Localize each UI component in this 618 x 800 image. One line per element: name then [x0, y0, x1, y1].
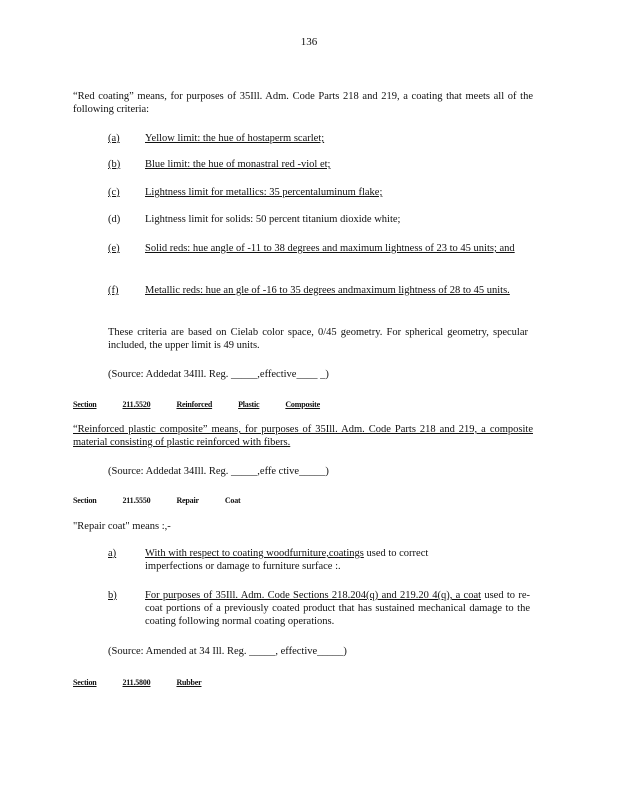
section-word: Section	[73, 400, 97, 409]
criterion-label: (b)	[108, 159, 121, 170]
section-number: 211.5520	[122, 400, 151, 409]
item-text-underlined: For purposes of 35Ill. Adm. Code Sections 218.204(q) and 219.20 4(q), a coat	[145, 590, 482, 601]
item-text-underlined: With with respect to coating woodfurniture,coatings	[145, 548, 364, 559]
section-number: 211.5800	[122, 678, 151, 687]
repair-coat-intro: "Repair coat" means :,-	[73, 521, 171, 532]
criterion-label: (f)	[108, 285, 119, 296]
section-title-word: Plastic	[238, 400, 260, 409]
criterion-label: (d)	[108, 214, 121, 225]
criterion-text: Blue limit: the hue of monastral red -viol et;	[145, 159, 331, 170]
section-title-word: Composite	[285, 400, 321, 409]
criterion-text: Lightness limit for metallics: 35 percentaluminum flake;	[145, 187, 383, 198]
section-word: Section	[73, 678, 97, 687]
item-label: a)	[108, 548, 117, 559]
item-text-rest: used to correct imperfections or damage to furniture surface :.	[145, 548, 429, 572]
source-note: (Source: Amended at 34 Ill. Reg. _____, effective_____)	[108, 646, 347, 657]
criterion-text: Solid reds: hue angle of -11 to 38 degrees and maximum lightness of 23 to 45 units; and	[145, 243, 515, 254]
item-text-rest: used to re-coat portions of a previously coated product that has sustained mechanical damage to the coating following normal coating operations.	[145, 590, 530, 627]
section-title-word: Repair	[176, 496, 199, 505]
section-word: Section	[73, 496, 97, 505]
section-number: 211.5550	[122, 496, 151, 505]
source-note: (Source: Addedat 34Ill. Reg. _____,effective____ _)	[108, 369, 329, 380]
item-text	[145, 547, 475, 573]
section-title-word: Reinforced	[176, 400, 213, 409]
section-heading-5800	[73, 676, 228, 689]
page-number: 136	[300, 36, 318, 48]
item-text	[145, 589, 530, 628]
criterion-label: (c)	[108, 187, 120, 198]
red-coating-definition: “Red coating” means, for purposes of 35Ill. Adm. Code Parts 218 and 219, a coating that meets all of the following criteria:	[73, 91, 533, 115]
section-heading-5550	[73, 494, 266, 507]
criterion-text: Metallic reds: hue an gle of -16 to 35 degrees andmaximum lightness of 28 to 45 units.	[145, 285, 510, 296]
criterion-label: (a)	[108, 133, 120, 144]
criterion-label: (e)	[108, 243, 120, 254]
criteria-note: These criteria are based on Cielab color space, 0/45 geometry. For spherical geometry, specular included, the upper limit is 49 units.	[108, 327, 528, 351]
section-title-word: Rubber	[176, 678, 202, 687]
section-heading-5520	[73, 398, 346, 411]
criterion-text: Yellow limit: the hue of hostaperm scarlet;	[145, 133, 325, 144]
reinforced-plastic-definition: “Reinforced plastic composite” means, for purposes of 35Ill. Adm. Code Parts 218 and 219, a composite material consisting of plastic reinforced with fibers.	[73, 424, 533, 448]
section-title-word: Coat	[224, 496, 241, 505]
source-note: (Source: Addedat 34Ill. Reg. _____,effe ctive_____)	[108, 466, 329, 477]
criterion-text: Lightness limit for solids: 50 percent titanium dioxide white;	[145, 214, 401, 225]
item-label: b)	[108, 590, 117, 601]
